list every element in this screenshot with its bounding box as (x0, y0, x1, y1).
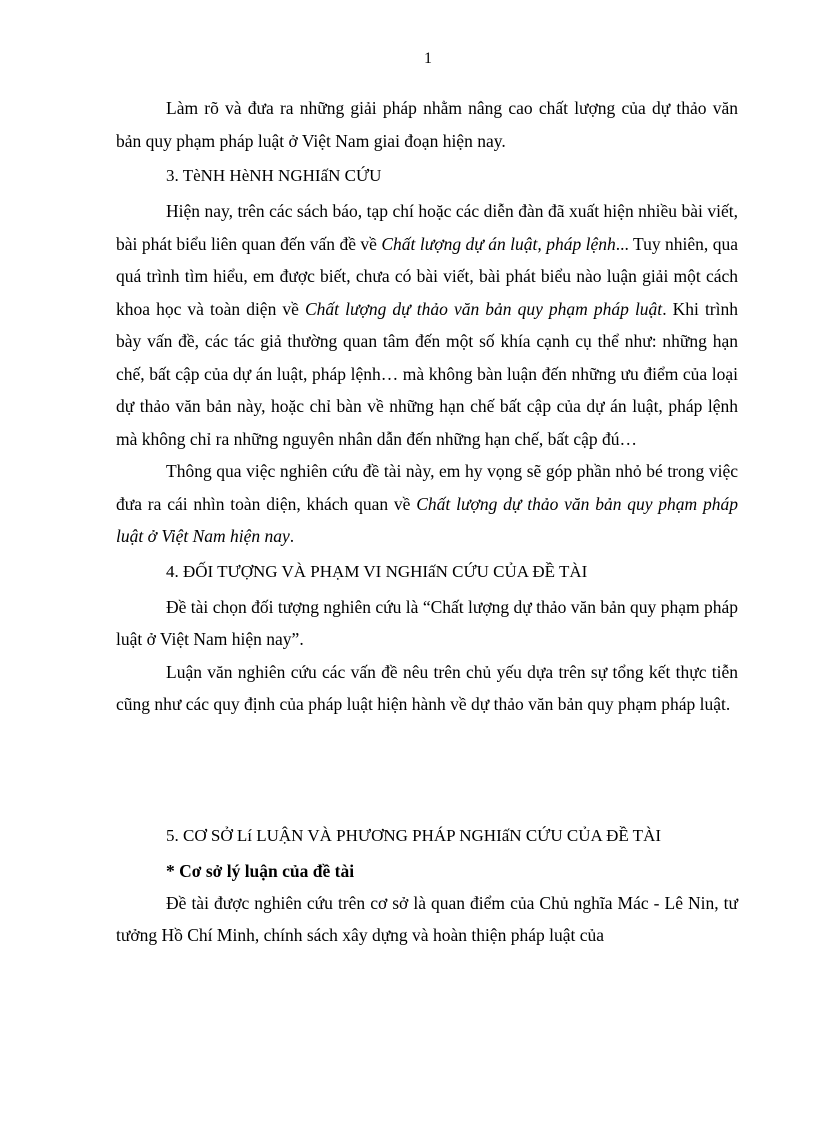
paragraph-contribution (116, 455, 738, 553)
heading-research-situation: 3. TèNH HèNH NGHIấN CỨU (166, 166, 382, 185)
vertical-spacer (116, 721, 738, 817)
paragraph-objective: Làm rõ và đưa ra những giải pháp nhằm nâng cao chất lượng của dự thảo văn bản quy phạm pháp luật ở Việt Nam giai đoạn hiện nay. (116, 98, 738, 151)
paragraph-scope: Luận văn nghiên cứu các vấn đề nêu trên chủ yếu dựa trên sự tổng kết thực tiễn cũng như các quy định của pháp luật hiện hành về dự thảo văn bản quy phạm pháp luật. (116, 661, 738, 714)
subheading-theoretical-basis: * Cơ sở lý luận của đề tài (166, 860, 355, 881)
italic-term: Chất lượng dự án luật, pháp lệnh (381, 233, 616, 254)
text-segment: ... Tuy nhiên, qua quá trình tìm hiểu, em được biết, chưa có bài viết, bài phát biểu nào luận giải một cách khoa học và toàn diện về (116, 233, 739, 319)
italic-term: Chất lượng dự thảo văn bản quy phạm pháp luật ở Việt Nam hiện nay (116, 493, 738, 546)
paragraph-subject: Đề tài chọn đối tượng nghiên cứu là “Chất lượng dự thảo văn bản quy phạm pháp luật ở Việt Nam hiện nay”. (116, 596, 738, 649)
heading-subject-scope: 4. ĐỐI TƯỢNG VÀ PHẠM VI NGHIấN CỨU CỦA ĐỀ TÀI (166, 561, 588, 581)
text-segment: Thông qua việc nghiên cứu đề tài này, em hy vọng sẽ góp phần nhỏ bé trong việc đưa ra cái nhìn toàn diện, khách quan về (116, 461, 738, 514)
italic-term: Chất lượng dự thảo văn bản quy phạm pháp luật (304, 298, 663, 319)
text-segment: . Khi trình bày vấn đề, các tác giả thường quan tâm đến một số khía cạnh cụ thể như: những hạn chế, bất cập của dự án luật, pháp lệnh… mà không bàn luận đến những ưu điểm của loại dự thảo văn bản này, hoặc chỉ bàn về những hạn chế bất cập của dự án luật, pháp lệnh mà không chỉ ra những nguyên nhân dẫn đến những hạn chế, bất cập đú… (116, 298, 738, 449)
page-number: 1 (424, 50, 432, 67)
text-segment: . (289, 526, 295, 546)
text-segment: Hiện nay, trên các sách báo, tạp chí hoặc các diễn đàn đã xuất hiện nhiều bài viết, bài phát biểu liên quan đến vấn đề về (116, 201, 738, 254)
paragraph-research-situation (116, 195, 738, 455)
document-body (116, 92, 738, 952)
heading-theory-methods: 5. CƠ SỞ Lí LUẬN VÀ PHƯƠNG PHÁP NGHIấN CỨU CỦA ĐỀ TÀI (166, 825, 662, 845)
paragraph-theoretical-basis: Đề tài được nghiên cứu trên cơ sở là quan điểm của Chủ nghĩa Mác - Lê Nin, tư tưởng Hồ Chí Minh, chính sách xây dựng và hoàn thiện pháp luật của (116, 892, 738, 945)
